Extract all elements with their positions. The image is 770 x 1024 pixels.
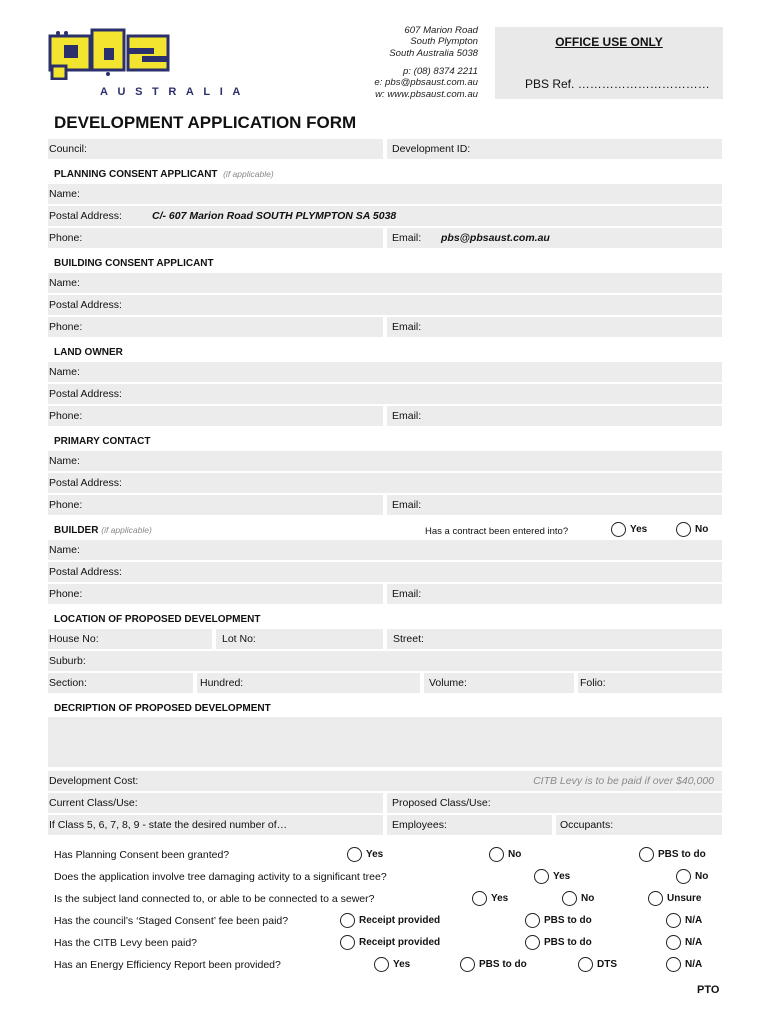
radio-circle-icon[interactable] xyxy=(340,935,355,950)
builder-note: (if applicable) xyxy=(101,525,152,535)
suburb-field[interactable] xyxy=(48,651,722,671)
builder-name-field[interactable] xyxy=(48,540,722,560)
option-radio[interactable]: Yes xyxy=(534,869,570,884)
phone-label: Phone: xyxy=(49,499,83,511)
contact-name-field[interactable] xyxy=(48,451,722,471)
planning-phone-field[interactable] xyxy=(48,228,383,248)
contract-yes-option[interactable]: Yes xyxy=(611,522,647,537)
contact-phone-field[interactable] xyxy=(48,495,383,515)
option-radio[interactable]: No xyxy=(562,891,594,906)
office-use-box xyxy=(495,27,723,99)
council-label: Council: xyxy=(49,143,87,155)
employees-label: Employees: xyxy=(392,819,447,831)
email-label: Email: xyxy=(392,321,422,333)
development-id-label: Development ID: xyxy=(392,143,471,155)
building-email-field[interactable] xyxy=(387,317,722,337)
street-label: Street: xyxy=(393,633,424,645)
planning-note: (if applicable) xyxy=(223,169,274,179)
house-no-label: House No: xyxy=(49,633,99,645)
contact-block xyxy=(330,66,478,100)
address-line: South Australia 5038 xyxy=(389,47,478,59)
primary-contact-heading: PRIMARY CONTACT xyxy=(54,436,151,447)
email-label: Email: xyxy=(392,410,422,422)
website-line: w: www.pbsaust.com.au xyxy=(375,88,478,100)
option-radio[interactable]: N/A xyxy=(666,935,702,950)
section-label: Section: xyxy=(49,677,87,689)
planning-email-field[interactable] xyxy=(387,228,722,248)
phone-label: Phone: xyxy=(49,410,83,422)
radio-circle-icon[interactable] xyxy=(648,891,663,906)
radio-circle-icon[interactable] xyxy=(666,935,681,950)
phone-label: Phone: xyxy=(49,588,83,600)
radio-circle-icon[interactable] xyxy=(611,522,626,537)
phone-line: p: (08) 8374 2211 xyxy=(402,66,478,77)
development-id-field[interactable] xyxy=(387,139,722,159)
question-staged-consent: Has the council’s ‘Staged Consent’ fee been paid? xyxy=(54,915,289,927)
postal-label: Postal Address: xyxy=(49,477,122,489)
phone-label: Phone: xyxy=(49,321,83,333)
owner-phone-field[interactable] xyxy=(48,406,383,426)
suburb-label: Suburb: xyxy=(49,655,86,667)
name-label: Name: xyxy=(49,277,80,289)
option-radio[interactable]: PBS to do xyxy=(525,913,592,928)
builder-postal-field[interactable] xyxy=(48,562,722,582)
pbs-logo-mark xyxy=(48,28,173,80)
address-line: South Plympton xyxy=(410,36,478,48)
option-radio[interactable]: Yes xyxy=(347,847,383,862)
owner-name-field[interactable] xyxy=(48,362,722,382)
option-radio[interactable]: Receipt provided xyxy=(340,935,440,950)
occupants-field[interactable] xyxy=(556,815,722,835)
lot-no-label: Lot No: xyxy=(222,633,256,645)
postal-label: Postal Address: xyxy=(49,210,122,222)
option-radio[interactable]: N/A xyxy=(666,957,702,972)
proposed-class-label: Proposed Class/Use: xyxy=(392,797,491,809)
option-radio[interactable]: No xyxy=(489,847,521,862)
pbs-logo xyxy=(48,28,250,100)
option-radio[interactable]: PBS to do xyxy=(525,935,592,950)
radio-circle-icon[interactable] xyxy=(666,957,681,972)
address-block xyxy=(330,25,478,59)
planning-postal-field[interactable] xyxy=(48,206,722,226)
owner-postal-field[interactable] xyxy=(48,384,722,404)
question-sewer: Is the subject land connected to, or able to be connected to a sewer? xyxy=(54,893,375,905)
form-title: DEVELOPMENT APPLICATION FORM xyxy=(54,113,357,132)
radio-circle-icon[interactable] xyxy=(639,847,654,862)
radio-circle-icon[interactable] xyxy=(472,891,487,906)
name-label: Name: xyxy=(49,188,80,200)
postal-label: Postal Address: xyxy=(49,299,122,311)
building-phone-field[interactable] xyxy=(48,317,383,337)
contract-no-option[interactable]: No xyxy=(676,522,708,537)
land-owner-heading: LAND OWNER xyxy=(54,347,123,358)
contact-email-field[interactable] xyxy=(387,495,722,515)
folio-field[interactable] xyxy=(578,673,722,693)
option-radio[interactable]: N/A xyxy=(666,913,702,928)
builder-phone-field[interactable] xyxy=(48,584,383,604)
owner-email-field[interactable] xyxy=(387,406,722,426)
postal-label: Postal Address: xyxy=(49,388,122,400)
pto-label: PTO xyxy=(697,984,720,996)
hundred-field[interactable] xyxy=(197,673,420,693)
name-label: Name: xyxy=(49,455,80,467)
building-heading: BUILDING CONSENT APPLICANT xyxy=(54,258,214,269)
radio-circle-icon[interactable] xyxy=(525,913,540,928)
question-planning-consent: Has Planning Consent been granted? xyxy=(54,849,230,861)
email-label: Email: xyxy=(392,588,422,600)
contract-question: Has a contract been entered into? xyxy=(425,526,569,537)
radio-circle-icon[interactable] xyxy=(460,957,475,972)
building-postal-field[interactable] xyxy=(48,295,722,315)
employees-field[interactable] xyxy=(387,815,552,835)
radio-circle-icon[interactable] xyxy=(534,869,549,884)
citb-note: CITB Levy is to be paid if over $40,000 xyxy=(533,775,714,787)
class-note-label: If Class 5, 6, 7, 8, 9 - state the desired number of… xyxy=(49,819,288,831)
option-radio[interactable]: Unsure xyxy=(648,891,701,906)
option-radio[interactable]: PBS to do xyxy=(639,847,706,862)
description-textarea[interactable] xyxy=(48,717,722,767)
question-citb-levy: Has the CITB Levy been paid? xyxy=(54,937,198,949)
folio-label: Folio: xyxy=(580,677,606,689)
option-radio[interactable]: No xyxy=(676,869,708,884)
current-class-label: Current Class/Use: xyxy=(49,797,138,809)
logo-subtitle: AUSTRALIA xyxy=(100,86,250,98)
pbs-ref-field[interactable]: PBS Ref. …………………………… xyxy=(525,77,710,91)
lot-no-field[interactable] xyxy=(216,629,383,649)
name-label: Name: xyxy=(49,366,80,378)
contact-postal-field[interactable] xyxy=(48,473,722,493)
description-heading: DECRIPTION OF PROPOSED DEVELOPMENT xyxy=(54,703,271,714)
name-label: Name: xyxy=(49,544,80,556)
question-tree-damage: Does the application involve tree damaging activity to a significant tree? xyxy=(54,871,387,883)
council-field[interactable] xyxy=(48,139,383,159)
office-use-title: OFFICE USE ONLY xyxy=(555,35,663,49)
planning-heading: PLANNING CONSENT APPLICANT (if applicable) xyxy=(54,169,274,180)
option-radio[interactable]: PBS to do xyxy=(460,957,527,972)
email-line: e: pbs@pbsaust.com.au xyxy=(374,77,478,89)
radio-circle-icon[interactable] xyxy=(676,869,691,884)
current-class-field[interactable] xyxy=(48,793,383,813)
builder-email-field[interactable] xyxy=(387,584,722,604)
phone-label: Phone: xyxy=(49,232,83,244)
planning-postal-value: C/- 607 Marion Road SOUTH PLYMPTON SA 5038 xyxy=(152,210,397,222)
class-note-field xyxy=(48,815,383,835)
radio-circle-icon[interactable] xyxy=(347,847,362,862)
radio-circle-icon[interactable] xyxy=(340,913,355,928)
radio-circle-icon[interactable] xyxy=(666,913,681,928)
option-radio[interactable]: DTS xyxy=(578,957,617,972)
development-cost-field[interactable] xyxy=(48,771,722,791)
occupants-label: Occupants: xyxy=(560,819,614,831)
postal-label: Postal Address: xyxy=(49,566,122,578)
volume-field[interactable] xyxy=(424,673,574,693)
email-label: Email: xyxy=(392,499,422,511)
option-radio[interactable]: Yes xyxy=(374,957,410,972)
option-radio[interactable]: Receipt provided xyxy=(340,913,440,928)
section-field[interactable] xyxy=(48,673,193,693)
radio-circle-icon[interactable] xyxy=(489,847,504,862)
radio-circle-icon[interactable] xyxy=(374,957,389,972)
radio-circle-icon[interactable] xyxy=(562,891,577,906)
location-heading: LOCATION OF PROPOSED DEVELOPMENT xyxy=(54,614,261,625)
cost-label: Development Cost: xyxy=(49,775,139,787)
radio-circle-icon[interactable] xyxy=(676,522,691,537)
address-line: 607 Marion Road xyxy=(404,25,478,36)
builder-heading: BUILDER (if applicable) xyxy=(54,525,152,536)
radio-circle-icon[interactable] xyxy=(578,957,593,972)
hundred-label: Hundred: xyxy=(200,677,244,689)
radio-circle-icon[interactable] xyxy=(525,935,540,950)
house-no-field[interactable] xyxy=(48,629,212,649)
planning-name-field[interactable] xyxy=(48,184,722,204)
option-radio[interactable]: Yes xyxy=(472,891,508,906)
proposed-class-field[interactable] xyxy=(387,793,722,813)
volume-label: Volume: xyxy=(429,677,467,689)
planning-email-value: pbs@pbsaust.com.au xyxy=(441,232,550,244)
question-energy-report: Has an Energy Efficiency Report been provided? xyxy=(54,959,281,971)
building-name-field[interactable] xyxy=(48,273,722,293)
street-field[interactable] xyxy=(387,629,722,649)
email-label: Email: xyxy=(392,232,422,244)
